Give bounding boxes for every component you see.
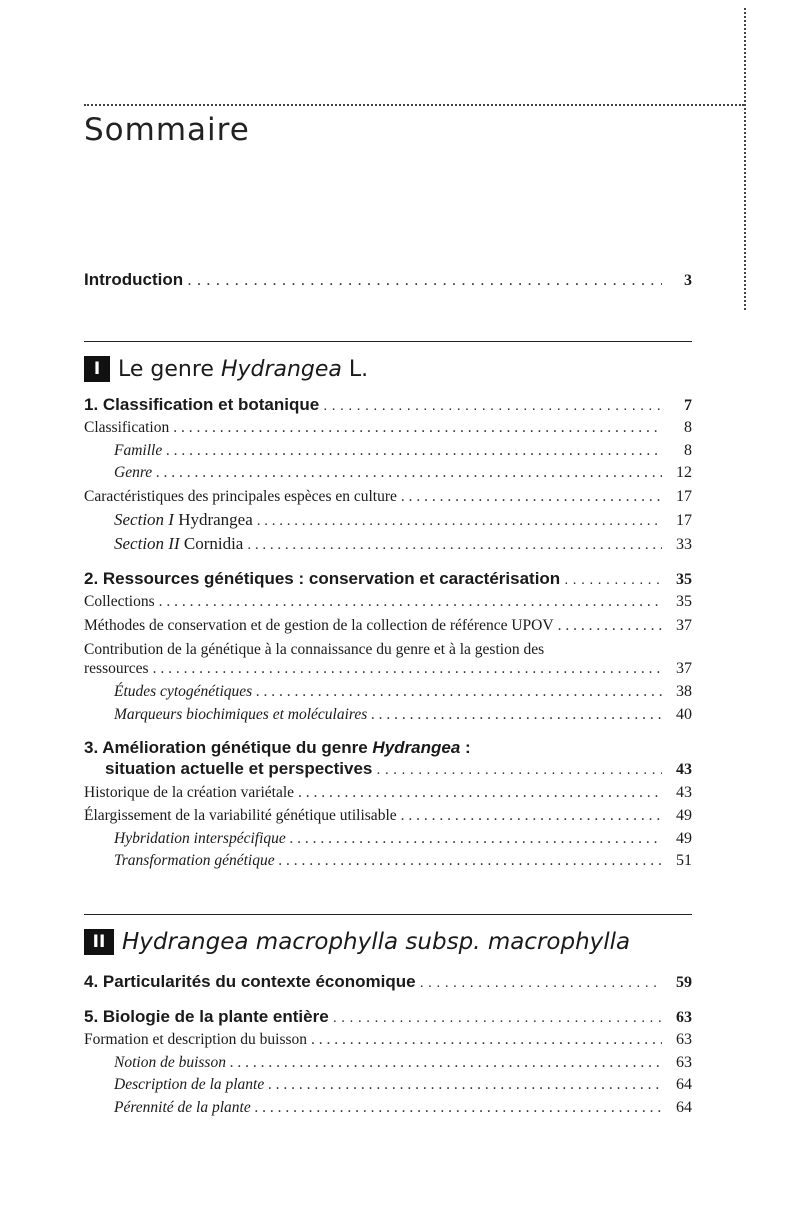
page-number: 8 xyxy=(684,419,692,436)
toc-entry[interactable] xyxy=(84,534,692,554)
leader-dots xyxy=(376,761,662,778)
part-title-mid: subsp. xyxy=(398,929,488,955)
entry-label: Introduction xyxy=(84,270,184,289)
entry-label: Classification xyxy=(84,419,170,436)
part-title-genus: Hydrangea macrophylla xyxy=(122,929,399,955)
leader-dots xyxy=(257,513,662,530)
leader-dots xyxy=(159,593,662,611)
chapter-label-genus: Hydrangea xyxy=(372,738,461,757)
page-number: 37 xyxy=(676,660,692,677)
entry-label: Méthodes de conservation et de gestion de la collection de référence UPOV xyxy=(84,617,554,634)
page-number: 43 xyxy=(676,784,692,801)
toc-entry[interactable] xyxy=(84,706,692,724)
toc-entry[interactable] xyxy=(84,1099,692,1117)
chapter-label: 4. Particularités du contexte économique xyxy=(84,972,416,991)
page-number: 17 xyxy=(676,488,692,505)
page-title: Sommaire xyxy=(84,112,250,148)
leader-dots xyxy=(401,488,662,506)
leader-dots xyxy=(333,1009,662,1026)
page-number: 59 xyxy=(676,974,692,991)
entry-label: Marqueurs biochimiques et moléculaires xyxy=(114,706,368,723)
leader-dots xyxy=(279,852,662,870)
toc-entry[interactable] xyxy=(84,488,692,506)
entry-label: Hybridation interspécifique xyxy=(114,830,286,847)
page-number: 51 xyxy=(676,852,692,869)
part-title-suffix: L. xyxy=(341,356,369,382)
toc-chapter-3[interactable] xyxy=(84,759,692,779)
chapter-label: 1. Classification et botanique xyxy=(84,395,320,414)
part-number-badge: II xyxy=(84,929,114,955)
toc-entry[interactable] xyxy=(84,1076,692,1094)
entry-label-italic: Section II xyxy=(114,534,180,553)
toc-entry[interactable] xyxy=(84,807,692,825)
part-title-genus: Hydrangea xyxy=(220,356,342,382)
entry-label-rest: Hydrangea xyxy=(173,510,253,529)
page-number: 49 xyxy=(676,830,692,847)
part-heading-2 xyxy=(84,929,630,955)
part-number-badge: I xyxy=(84,356,110,382)
leader-dots xyxy=(153,660,662,678)
page-number: 12 xyxy=(676,464,692,481)
chapter-label: 3. Amélioration génétique du genre xyxy=(84,738,373,757)
toc-entry[interactable] xyxy=(84,464,692,482)
leader-dots xyxy=(290,830,662,848)
leader-dots xyxy=(268,1076,662,1094)
page-number: 37 xyxy=(676,617,692,634)
part-title-species: macrophylla xyxy=(487,929,631,955)
part-divider xyxy=(84,341,692,342)
toc-chapter-5[interactable] xyxy=(84,1007,692,1027)
entry-label xyxy=(114,510,253,530)
toc-entry-introduction[interactable] xyxy=(84,270,692,290)
leader-dots xyxy=(173,419,662,437)
entry-label: Caractéristiques des principales espèces en culture xyxy=(84,488,397,505)
toc-entry[interactable] xyxy=(84,1054,692,1072)
toc-chapter-4[interactable] xyxy=(84,972,692,992)
page-number: 43 xyxy=(676,761,692,778)
entry-label: Genre xyxy=(114,464,153,481)
entry-label: Famille xyxy=(114,442,163,459)
page-number: 35 xyxy=(676,571,692,588)
page-number: 63 xyxy=(676,1054,692,1071)
toc-entry[interactable] xyxy=(84,660,692,678)
page-number: 64 xyxy=(676,1099,692,1116)
page-number: 49 xyxy=(676,807,692,824)
leader-dots xyxy=(558,617,662,635)
toc-entry[interactable] xyxy=(84,784,692,802)
page-number: 63 xyxy=(676,1031,692,1048)
page-number: 40 xyxy=(676,706,692,723)
page-number: 17 xyxy=(676,512,692,529)
leader-dots xyxy=(371,706,662,724)
leader-dots xyxy=(298,784,662,802)
toc-entry[interactable] xyxy=(84,419,692,437)
page-number: 64 xyxy=(676,1076,692,1093)
part-heading-1 xyxy=(84,356,368,382)
entry-label: Formation et description du buisson xyxy=(84,1031,308,1048)
leader-dots xyxy=(420,974,662,991)
part-title-prefix: Le genre xyxy=(118,356,221,382)
leader-dots xyxy=(247,537,662,554)
toc-chapter-3-line1[interactable] xyxy=(84,738,471,758)
leader-dots xyxy=(156,464,662,482)
toc-entry[interactable] xyxy=(84,1031,692,1049)
toc-entry-line1: Contribution de la génétique à la connaissance du genre et à la gestion des xyxy=(84,641,545,658)
entry-label: Pérennité de la plante xyxy=(114,1099,251,1116)
leader-dots xyxy=(187,270,662,290)
toc-entry[interactable] xyxy=(84,593,692,611)
page-number: 38 xyxy=(676,683,692,700)
toc-entry[interactable] xyxy=(84,510,692,530)
entry-label-italic: Section I xyxy=(114,510,174,529)
leader-dots xyxy=(564,571,662,588)
entry-label: Description de la plante xyxy=(114,1076,265,1093)
leader-dots xyxy=(255,1099,662,1117)
toc-entry[interactable] xyxy=(84,830,692,848)
entry-label: Études cytogénétiques xyxy=(114,683,253,700)
leader-dots xyxy=(401,807,662,825)
entry-label: Transformation génétique xyxy=(114,852,275,869)
top-dotted-border xyxy=(84,104,744,106)
page-number: 8 xyxy=(684,442,692,459)
toc-entry[interactable] xyxy=(84,852,692,870)
part-divider xyxy=(84,914,692,915)
entry-label: Historique de la création variétale xyxy=(84,784,295,801)
toc-entry[interactable] xyxy=(84,683,692,701)
leader-dots xyxy=(256,683,662,701)
leader-dots xyxy=(323,397,662,414)
entry-label: Collections xyxy=(84,593,155,610)
entry-label xyxy=(114,534,243,554)
entry-label: Élargissement de la variabilité génétique utilisable xyxy=(84,807,397,824)
toc-chapter-1[interactable] xyxy=(84,395,692,415)
page-number: 63 xyxy=(676,1009,692,1026)
entry-label-rest: Cornidia xyxy=(179,534,244,553)
toc-chapter-2[interactable] xyxy=(84,569,692,589)
leader-dots xyxy=(230,1054,662,1072)
page-number: 3 xyxy=(684,272,692,289)
page-number: 33 xyxy=(676,536,692,553)
chapter-label: 2. Ressources génétiques : conservation et caractérisation xyxy=(84,569,561,588)
leader-dots xyxy=(311,1031,662,1049)
toc-entry[interactable] xyxy=(84,617,692,635)
entry-label: Notion de buisson xyxy=(114,1054,226,1071)
chapter-label: 5. Biologie de la plante entière xyxy=(84,1007,329,1026)
entry-label: ressources xyxy=(84,660,149,677)
right-dotted-border xyxy=(744,8,746,310)
toc-entry[interactable] xyxy=(84,442,692,460)
leader-dots xyxy=(166,442,662,460)
chapter-label: situation actuelle et perspectives xyxy=(105,759,373,778)
chapter-label-suffix: : xyxy=(460,738,471,757)
page-number: 35 xyxy=(676,593,692,610)
page-number: 7 xyxy=(684,397,692,414)
